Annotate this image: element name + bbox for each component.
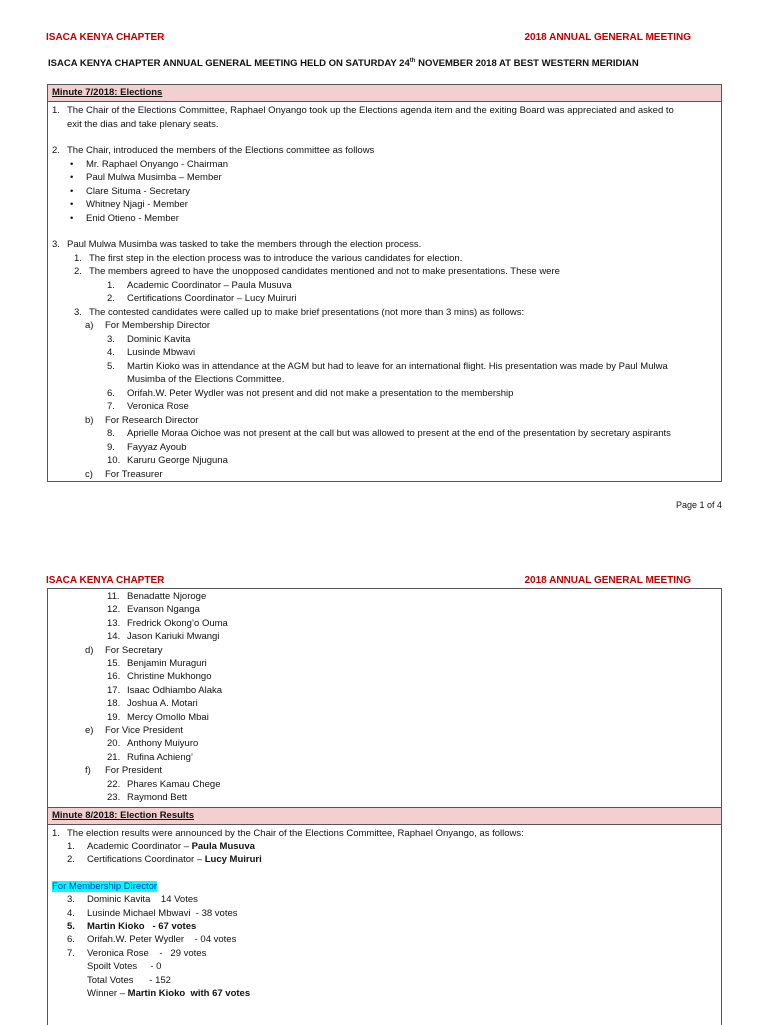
candidate: 3. Dominic Kavita (107, 333, 191, 345)
minute-8-heading: Minute 8/2018: Election Results (48, 807, 721, 825)
header-org-name: ISACA KENYA CHAPTER (46, 32, 165, 43)
candidate: 11. Benadatte Njoroge (107, 591, 207, 602)
committee-member: • Paul Mulwa Musimba – Member (52, 171, 717, 185)
page-number: Page 1 of 4 (675, 500, 722, 510)
candidate: 19. Mercy Omollo Mbai (107, 711, 209, 723)
minute-7-item-3: 3. Paul Mulwa Musimba was tasked to take the members through the election process. (52, 239, 422, 250)
committee-member: • Clare Situma - Secretary (52, 185, 717, 199)
candidate-cont: Musimba of the Elections Committee. (127, 374, 285, 385)
candidate: 7. Veronica Rose (107, 401, 189, 412)
position-president: f) For President (85, 765, 163, 777)
header-meeting-name: 2018 ANNUAL GENERAL MEETING (524, 32, 691, 43)
result-certifications-coordinator: 2. Certifications Coordinator – Lucy Muiruri (67, 854, 262, 866)
header-org-name: ISACA KENYA CHAPTER (46, 575, 165, 586)
process-step-2: 2. The members agreed to have the unopposed candidates mentioned and not to make presentations. These were (74, 266, 560, 277)
document-page-2 (0, 560, 768, 1024)
total-votes: Total Votes - 152 (87, 974, 171, 986)
vote-result: 7. Veronica Rose - 29 votes (67, 947, 207, 959)
minutes-continuation-box (47, 588, 722, 1025)
vote-result: 3. Dominic Kavita 14 Votes (67, 894, 198, 906)
unopposed-candidate: 2. Certifications Coordinator – Lucy Muiruri (107, 293, 297, 304)
candidate: 12. Evanson Nganga (107, 604, 200, 616)
minute-7-heading: Minute 7/2018: Elections (48, 85, 721, 102)
position-secretary: d) For Secretary (85, 644, 163, 656)
committee-member: • Mr. Raphael Onyango - Chairman (52, 158, 717, 172)
candidate: 6. Orifah.W. Peter Wydler was not present and did not make a presentation to the membership (107, 387, 514, 399)
document-title: ISACA KENYA CHAPTER ANNUAL GENERAL MEETING HELD ON SATURDAY 24th NOVEMBER 2018 AT BEST WESTERN MERIDIAN (48, 58, 639, 70)
candidate: 17. Isaac Odhiambo Alaka (107, 684, 223, 696)
process-step-3: 3. The contested candidates were called up to make brief presentations (not more than 3 mins) as follows: (74, 306, 525, 318)
candidate: 5. Martin Kioko was in attendance at the AGM but had to leave for an international flight. His presentation was made by Paul Mulwa (107, 360, 668, 372)
minute-7-item-1-cont: exit the dias and take plenary seats. (67, 118, 219, 130)
candidate: 22. Phares Kamau Chege (107, 778, 221, 790)
membership-director-heading: For Membership Director (52, 880, 158, 892)
vote-result: 6. Orifah.W. Peter Wydler - 04 votes (67, 934, 237, 946)
minute-7-item-1: 1. The Chair of the Elections Committee, Raphael Onyango took up the Elections agenda item and the exiting Board was appreciated and asked to (52, 105, 674, 116)
candidate: 15. Benjamin Muraguri (107, 658, 207, 670)
spoilt-votes: Spoilt Votes - 0 (87, 961, 162, 973)
header-meeting-name: 2018 ANNUAL GENERAL MEETING (524, 575, 691, 586)
vote-result-winner: 5. Martin Kioko - 67 votes (67, 920, 197, 932)
vote-result: 4. Lusinde Michael Mbwavi - 38 votes (67, 907, 238, 919)
position-membership-director: a) For Membership Director (85, 320, 211, 331)
result-academic-coordinator: 1. Academic Coordinator – Paula Musuva (67, 840, 255, 852)
candidate: 21. Rufina Achieng’ (107, 751, 194, 763)
candidate: 10. Karuru George Njuguna (107, 455, 228, 466)
candidate: 14. Jason Kariuki Mwangi (107, 631, 220, 643)
position-treasurer: c) For Treasurer (85, 468, 163, 480)
process-step-1: 1. The first step in the election process was to introduce the various candidates for election. (74, 252, 463, 264)
candidate: 18. Joshua A. Motari (107, 698, 198, 710)
candidate: 4. Lusinde Mbwavi (107, 347, 196, 358)
candidate: 8. Aprielle Moraa Oichoe was not present at the call but was allowed to present at the end of the presentation by secretary aspirants (107, 428, 671, 439)
minute-7-box (47, 84, 722, 482)
candidate: 9. Fayyaz Ayoub (107, 441, 187, 453)
committee-member: • Enid Otieno - Member (52, 212, 717, 226)
candidate: 20. Anthony Muiyuro (107, 738, 199, 750)
candidate: 16. Christine Mukhongo (107, 671, 212, 683)
candidate: 13. Fredrick Okong’o Ouma (107, 617, 228, 629)
winner-line: Winner – Martin Kioko with 67 votes (87, 987, 251, 999)
position-research-director: b) For Research Director (85, 414, 199, 426)
unopposed-candidate: 1. Academic Coordinator – Paula Musuva (107, 279, 292, 291)
position-vice-president: e) For Vice President (85, 725, 183, 737)
minute-7-item-2: 2. The Chair, introduced the members of the Elections committee as follows (52, 145, 375, 156)
minute-8-item-1: 1. The election results were announced by the Chair of the Elections Committee, Raphael Onyango, as follows: (52, 827, 524, 839)
candidate: 23. Raymond Bett (107, 792, 188, 804)
committee-member: • Whitney Njagi - Member (52, 198, 717, 212)
